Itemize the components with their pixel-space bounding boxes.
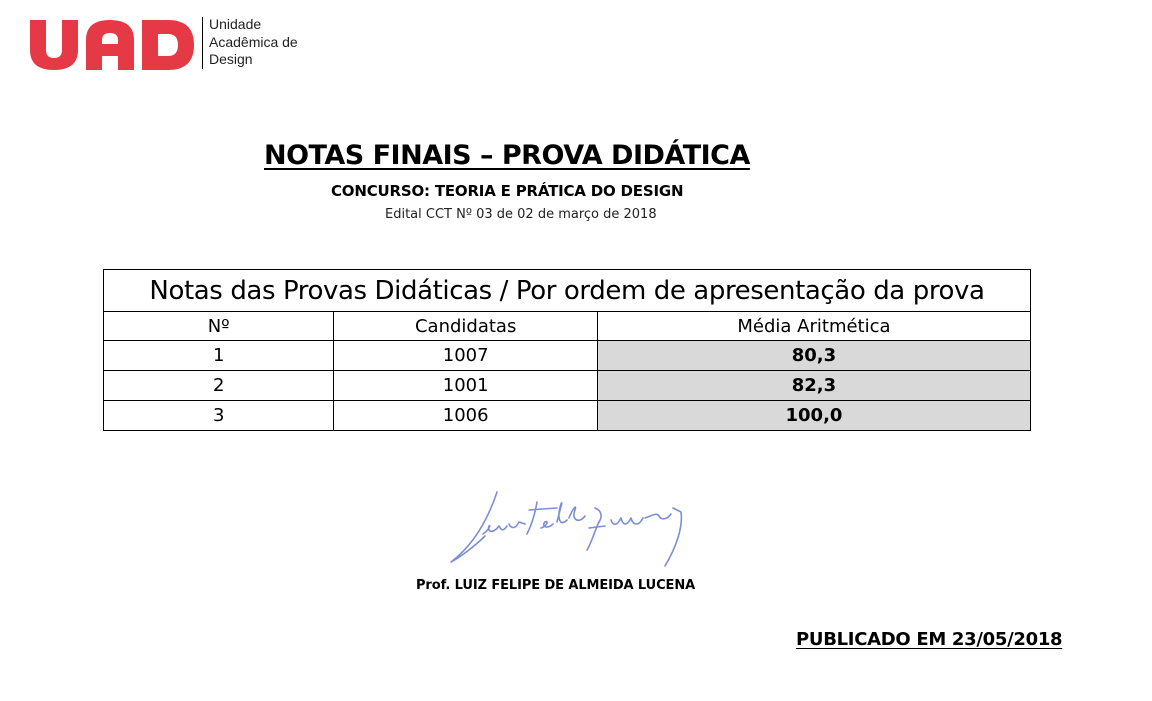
table-row	[104, 401, 1031, 431]
cell-candidate: 1001	[334, 371, 598, 401]
cell-candidate: 1006	[334, 401, 598, 431]
logo-line-1: Unidade	[209, 16, 262, 32]
logo-text	[209, 16, 298, 69]
cell-average: 82,3	[597, 371, 1030, 401]
column-header-candidates: Candidatas	[334, 312, 598, 341]
contest-subtitle: CONCURSO: TEORIA E PRÁTICA DO DESIGN	[331, 182, 684, 200]
table-row	[104, 341, 1031, 371]
table-row	[104, 371, 1031, 401]
page-title: NOTAS FINAIS – PROVA DIDÁTICA	[264, 140, 750, 171]
grades-table	[103, 269, 1031, 431]
handwritten-signature	[445, 486, 695, 574]
cell-number: 1	[104, 341, 334, 371]
uad-logo	[28, 16, 198, 72]
column-header-number: Nº	[104, 312, 334, 341]
logo-line-2: Acadêmica de	[209, 33, 298, 50]
edital-reference: Edital CCT Nº 03 de 02 de março de 2018	[385, 207, 657, 222]
column-header-average: Média Aritmética	[597, 312, 1030, 341]
cell-number: 2	[104, 371, 334, 401]
logo-divider	[202, 17, 203, 69]
cell-average: 100,0	[597, 401, 1030, 431]
cell-number: 3	[104, 401, 334, 431]
table-header-row	[104, 312, 1031, 341]
cell-average: 80,3	[597, 341, 1030, 371]
publication-date: PUBLICADO EM 23/05/2018	[796, 629, 1063, 650]
signer-name: Prof. LUIZ FELIPE DE ALMEIDA LUCENA	[416, 578, 696, 593]
logo-line-3: Design	[209, 51, 253, 67]
cell-candidate: 1007	[334, 341, 598, 371]
table-caption: Notas das Provas Didáticas / Por ordem de apresentação da prova	[104, 270, 1031, 312]
